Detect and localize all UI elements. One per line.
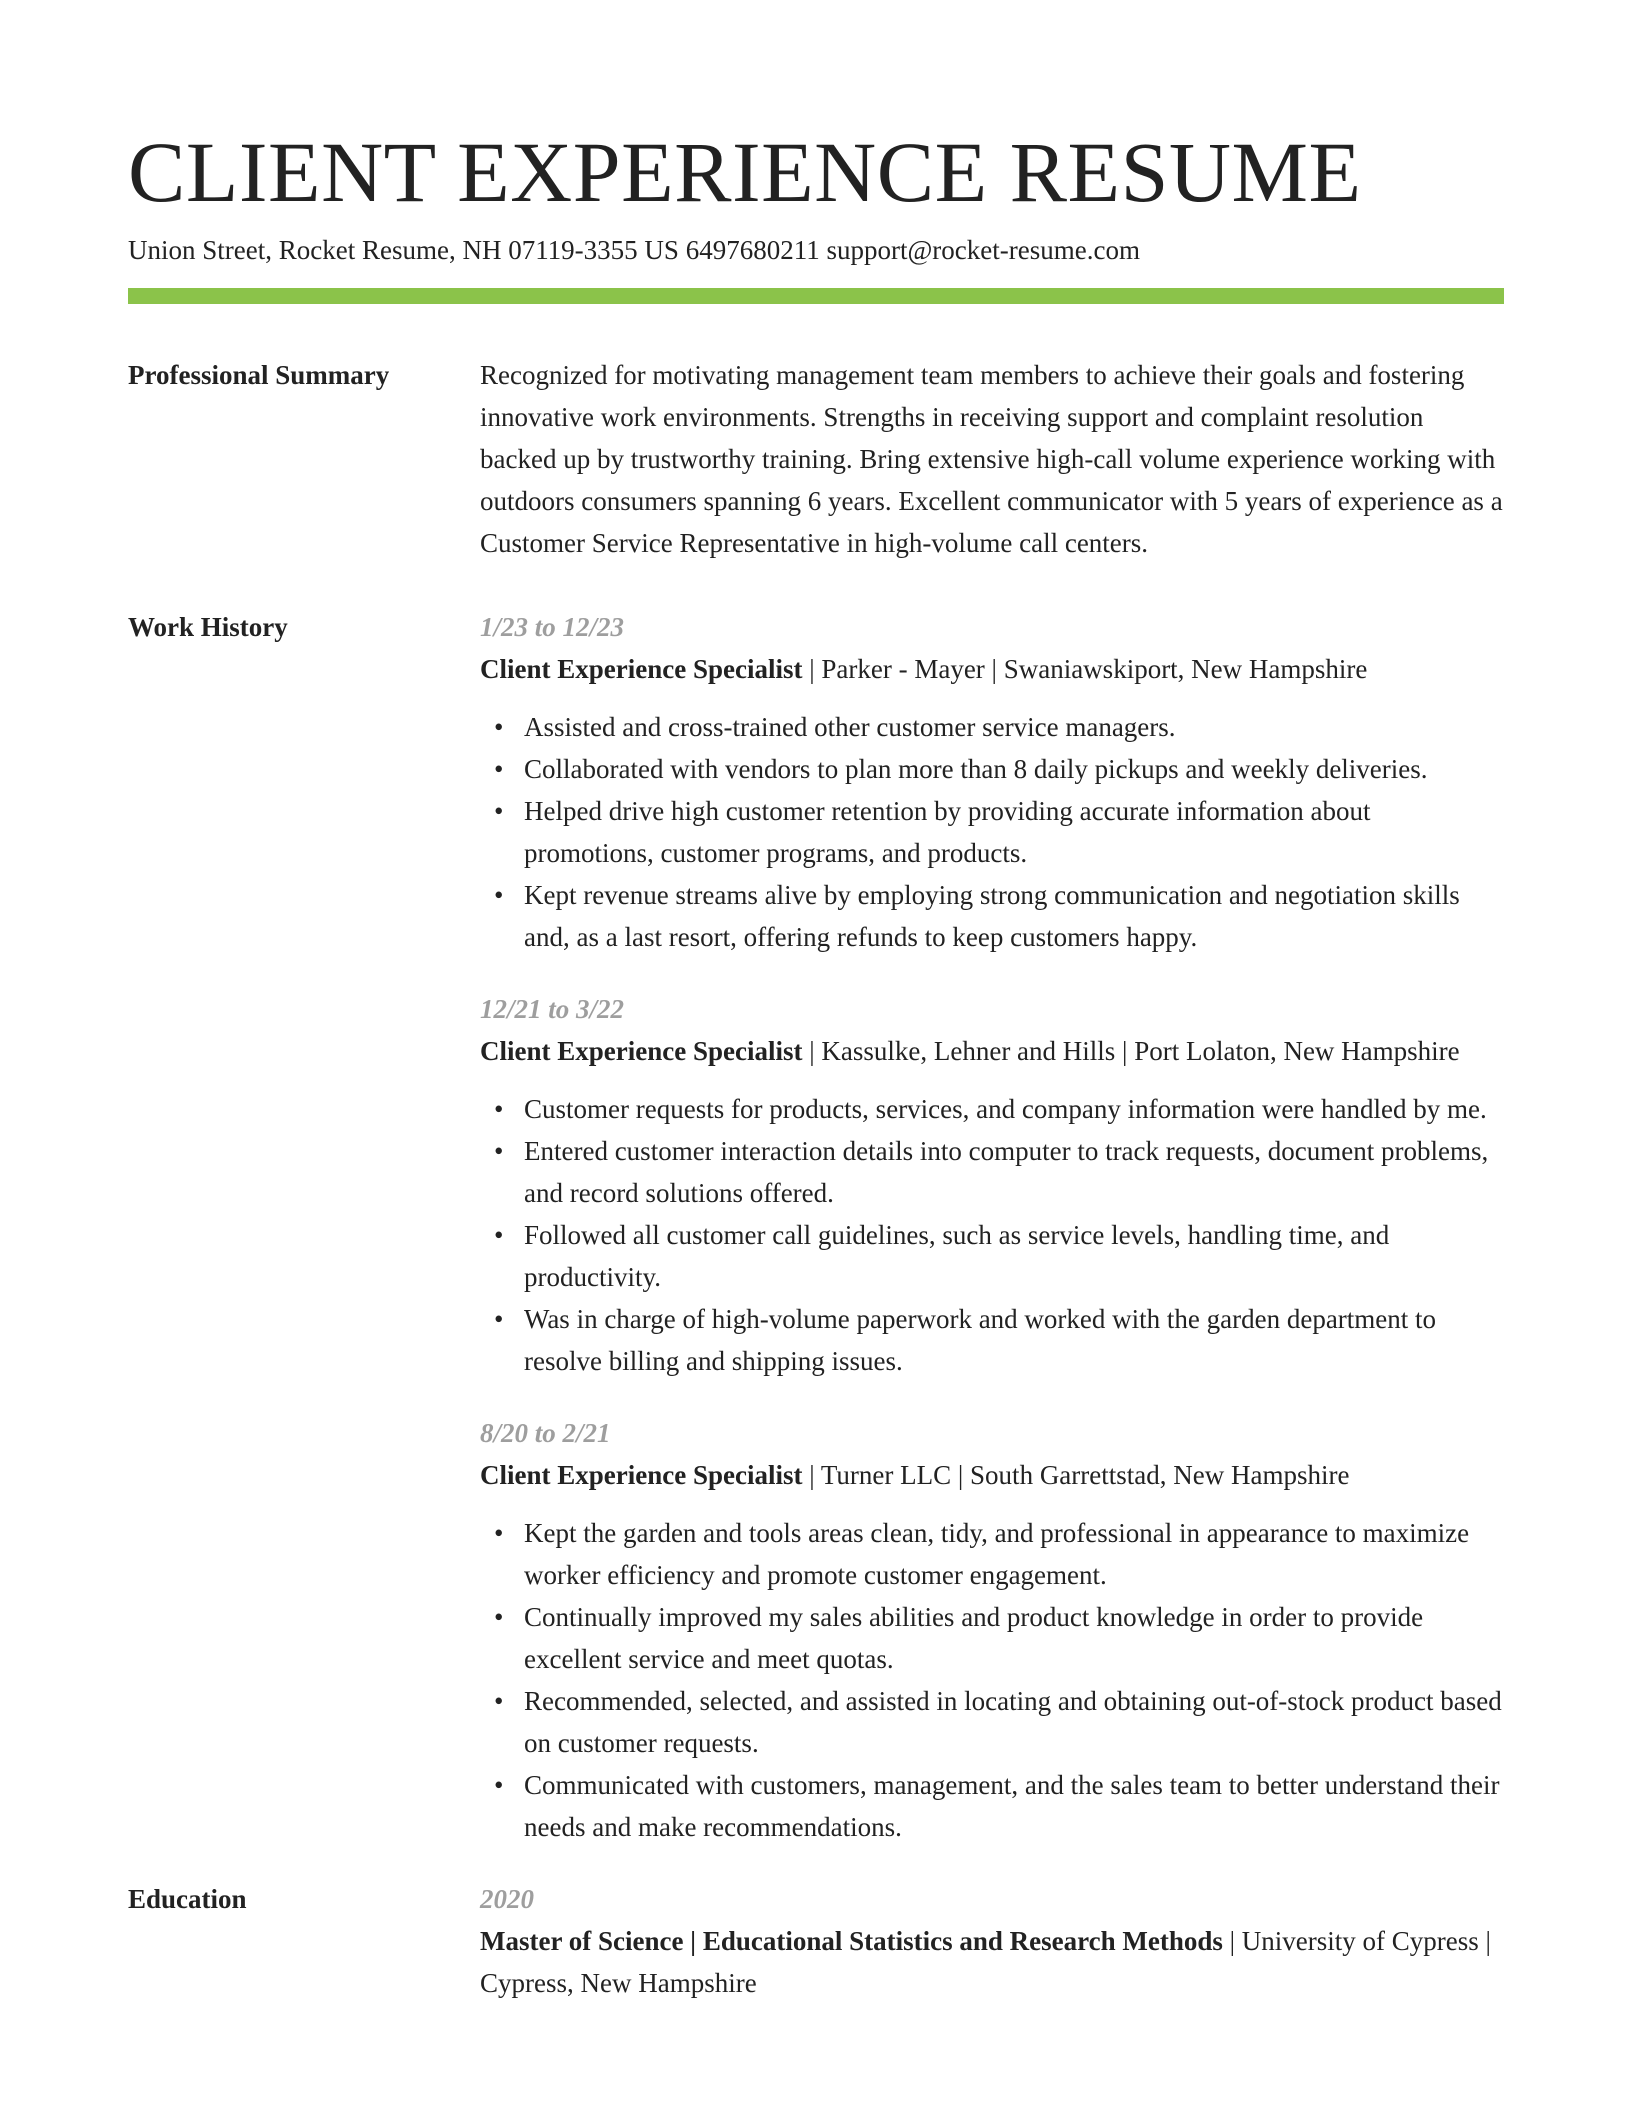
- job-title: Client Experience Specialist: [480, 654, 803, 684]
- list-item: [494, 874, 1504, 958]
- bullet-text: Recommended, selected, and assisted in locating and obtaining out-of-stock product based on customer requests.: [524, 1686, 1502, 1758]
- bullet-icon: •: [494, 1518, 504, 1548]
- bullet-text: Kept revenue streams alive by employing strong communication and negotiation skills and, as a last resort, offering refunds to keep customers happy.: [524, 880, 1460, 952]
- work-history-list: [480, 606, 1504, 1848]
- resume-title: CLIENT EXPERIENCE RESUME: [128, 124, 1362, 220]
- bullet-text: Was in charge of high-volume paperwork and worked with the garden department to resolve billing and shipping issues.: [524, 1304, 1437, 1376]
- bullet-text: Helped drive high customer retention by providing accurate information about promotions, customer programs, and products.: [524, 796, 1371, 868]
- bullet-icon: •: [494, 1602, 504, 1632]
- job-entry: [480, 988, 1504, 1382]
- job-dates: 8/20 to 2/21: [480, 1418, 611, 1448]
- bullet-icon: •: [494, 1686, 504, 1716]
- job-title-line: [480, 1454, 1504, 1496]
- list-item: [494, 790, 1504, 874]
- job-entry: [480, 1412, 1504, 1848]
- list-item: [494, 1214, 1504, 1298]
- bullet-icon: •: [494, 796, 504, 826]
- list-item: [494, 1130, 1504, 1214]
- bullet-text: Followed all customer call guidelines, such as service levels, handling time, and productivity.: [524, 1220, 1390, 1292]
- bullet-icon: •: [494, 1094, 504, 1124]
- school-details: | University of Cypress | Cypress, New Hampshire: [480, 1926, 1491, 1998]
- bullet-text: Continually improved my sales abilities and product knowledge in order to provide excellent service and meet quotas.: [524, 1602, 1424, 1674]
- job-bullets: [480, 1088, 1504, 1382]
- bullet-icon: •: [494, 1304, 504, 1334]
- resume-page: [128, 120, 1504, 2004]
- summary-text: Recognized for motivating management team members to achieve their goals and fostering innovative work environments. Strengths in receiving support and complaint resolution backed up by trustworthy training. Bring extensive high-call volume experience working with outdoors consumers spanning 6 years. Excellent communicator with 5 years of experience as a Customer Service Representative in high-volume call centers.: [480, 360, 1503, 558]
- job-bullets: [480, 706, 1504, 958]
- bullet-text: Kept the garden and tools areas clean, tidy, and professional in appearance to maximize worker efficiency and promote customer engagement.: [524, 1518, 1470, 1590]
- job-title: Client Experience Specialist: [480, 1460, 803, 1490]
- job-details: | Turner LLC | South Garrettstad, New Hampshire: [802, 1460, 1350, 1490]
- bullet-text: Collaborated with vendors to plan more than 8 daily pickups and weekly deliveries.: [524, 754, 1428, 784]
- education-section: [128, 1878, 1504, 2004]
- bullet-icon: •: [494, 712, 504, 742]
- professional-summary-section: [128, 354, 1504, 564]
- bullet-icon: •: [494, 1220, 504, 1250]
- list-item: [494, 706, 1504, 748]
- list-item: [494, 1764, 1504, 1848]
- bullet-icon: •: [494, 1770, 504, 1800]
- list-item: [494, 748, 1504, 790]
- list-item: [494, 1596, 1504, 1680]
- bullet-text: Communicated with customers, management, and the sales team to better understand their needs and make recommendations.: [524, 1770, 1500, 1842]
- work-history-section: [128, 606, 1504, 1848]
- bullet-text: Customer requests for products, services, and company information were handled by me.: [524, 1094, 1487, 1124]
- accent-divider: [128, 288, 1504, 304]
- section-label-work: Work History: [128, 612, 288, 642]
- job-details: | Parker - Mayer | Swaniawskiport, New Hampshire: [802, 654, 1368, 684]
- education-list: [480, 1878, 1504, 2004]
- education-year: 2020: [480, 1884, 534, 1914]
- section-label-education: Education: [128, 1884, 247, 1914]
- bullet-text: Entered customer interaction details into computer to track requests, document problems, and record solutions offered.: [524, 1136, 1489, 1208]
- section-label-summary: Professional Summary: [128, 360, 390, 390]
- list-item: [494, 1512, 1504, 1596]
- job-title-line: [480, 648, 1504, 690]
- contact-line: Union Street, Rocket Resume, NH 07119-3355 US 6497680211 support@rocket-resume.com: [128, 235, 1140, 265]
- job-title: Client Experience Specialist: [480, 1036, 803, 1066]
- bullet-icon: •: [494, 880, 504, 910]
- bullet-icon: •: [494, 1136, 504, 1166]
- education-line: [480, 1920, 1504, 2004]
- job-details: | Kassulke, Lehner and Hills | Port Lolaton, New Hampshire: [802, 1036, 1460, 1066]
- bullet-icon: •: [494, 754, 504, 784]
- job-entry: [480, 606, 1504, 958]
- list-item: [494, 1088, 1504, 1130]
- list-item: [494, 1680, 1504, 1764]
- job-dates: 12/21 to 3/22: [480, 994, 625, 1024]
- job-dates: 1/23 to 12/23: [480, 612, 625, 642]
- list-item: [494, 1298, 1504, 1382]
- degree-name: Master of Science | Educational Statistics and Research Methods: [480, 1926, 1223, 1956]
- bullet-text: Assisted and cross-trained other customer service managers.: [524, 712, 1176, 742]
- job-title-line: [480, 1030, 1504, 1072]
- job-bullets: [480, 1512, 1504, 1848]
